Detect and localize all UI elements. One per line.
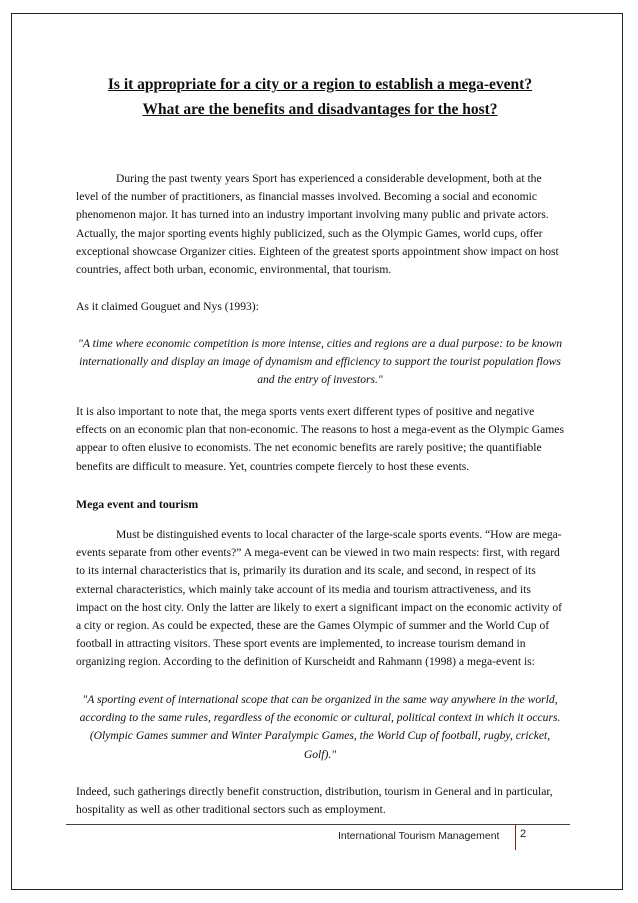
footer-separator — [515, 824, 516, 850]
quote-kurscheidt-rahmann: "A sporting event of international scope that can be organized in the same way anywhere in the world, according to the same rules, regardless of the economic or cultural, political context in which it occurs. (Olympic Games summer and Winter Paralympic Games, the World Cup of football, rugby, cricket, Golf)." — [79, 693, 561, 761]
page-number: 2 — [520, 828, 527, 840]
paragraph-citation-lead: As it claimed Gouguet and Nys (1993): — [76, 300, 259, 313]
document-title — [60, 72, 580, 122]
paragraph-intro: During the past twenty years Sport has experienced a considerable development, both at the level of the number of practitioners, as financial masses involved. Becoming a social and economic phenomenon major. It has turned into an industry important involving many public and private actors. Actually, the major sporting events highly publicized, such as the Olympic Games, world cups, offer exceptional showcase Organizer cities. Eighteen of the greatest sports appointment show impact on host countries, affect both urban, economic, environmental, that tourism. — [76, 172, 559, 277]
quote-gouguet-nys: "A time where economic competition is more intense, cities and regions are a dual purpose: to be known internationally and display an image of dynamism and efficiency to support the tourist population flows and the entry of investors." — [78, 337, 562, 387]
paragraph-gatherings-benefit: Indeed, such gatherings directly benefit construction, distribution, tourism in General and in particular, hospitality as well as other traditional sectors such as employment. — [76, 785, 553, 817]
title-line-1: Is it appropriate for a city or a region to establish a mega-event? — [107, 76, 533, 93]
footer-title: International Tourism Management — [338, 830, 500, 842]
paragraph-economic-effects: It is also important to note that, the mega sports vents exert different types of positive and negative effects on an economic plan that non-economic. The reasons to host a mega-event as the Olympic Games appear to often elusive to economists. The net economic benefits are rarely positive; the quantifiable benefits are difficult to measure. Yet, countries compete fiercely to host these events. — [76, 405, 564, 473]
footer-rule — [66, 824, 570, 825]
paragraph-mega-event-definition: Must be distinguished events to local character of the large-scale sports events. “How are mega-events separate from other events?” A mega-event can be viewed in two main respects: first, with regard to its internal characteristics that is, primarily its duration and its scale, and second, in respect of its external characteristics, which mainly take account of its media and tourism attractiveness, and its impact on the host city. Only the latter are likely to exert a significant impact on the economic activity of a city or region. As could be expected, these are the Games Olympic of summer and the World Cup of football in attracting visitors. These sport events are implemented, to increase tourism demand in organizing region. According to the definition of Kurscheidt and Rahmann (1998) a mega-event is: — [76, 528, 563, 669]
title-line-2: What are the benefits and disadvantages for the host? — [142, 101, 498, 118]
section-heading-mega-event-tourism: Mega event and tourism — [76, 497, 199, 511]
